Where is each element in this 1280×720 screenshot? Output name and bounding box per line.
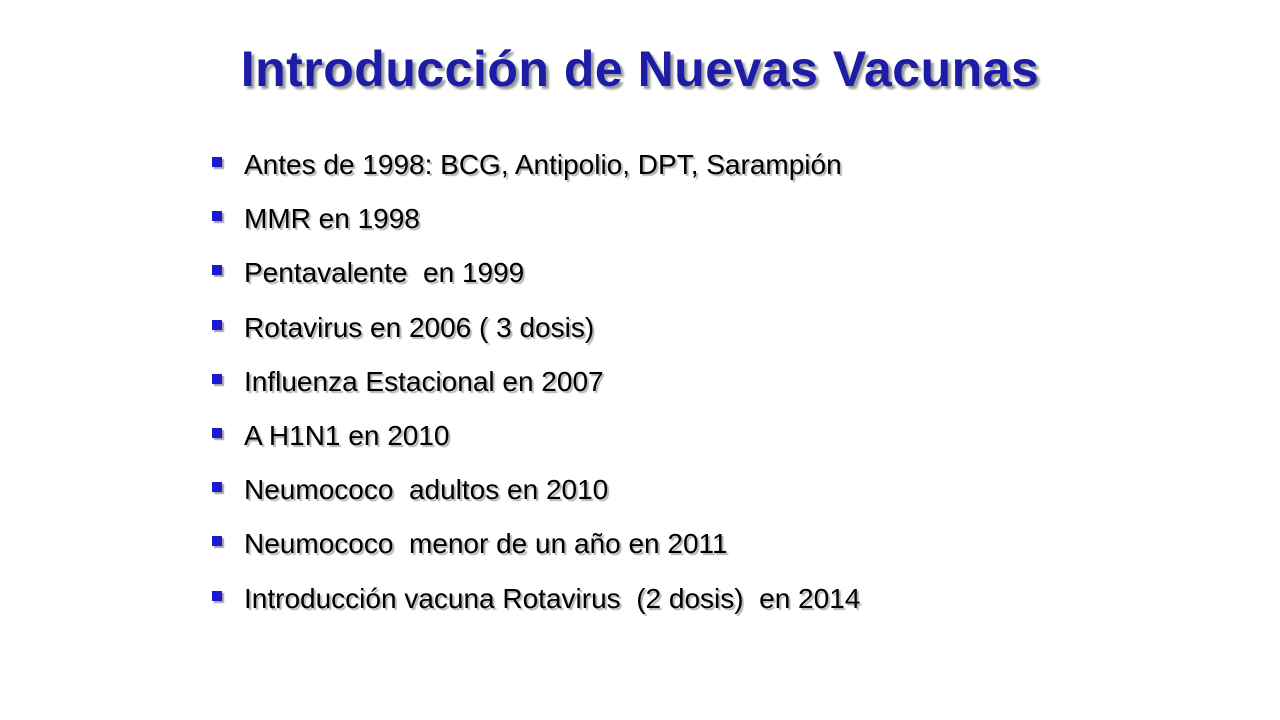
list-item-text: Rotavirus en 2006 ( 3 dosis) — [244, 311, 595, 343]
list-item — [212, 572, 860, 626]
list-item — [212, 355, 860, 409]
list-item-text: Pentavalente en 1999 — [244, 257, 525, 289]
square-bullet-icon — [212, 157, 222, 167]
square-bullet-icon — [212, 536, 222, 546]
square-bullet-icon — [212, 482, 222, 492]
list-item-text: Neumococo menor de un año en 2011 — [244, 528, 728, 560]
list-item — [212, 192, 860, 246]
square-bullet-icon — [212, 211, 222, 221]
square-bullet-icon — [212, 591, 222, 601]
list-item-text: A H1N1 en 2010 — [244, 420, 450, 452]
square-bullet-icon — [212, 428, 222, 438]
list-item-text: Introducción vacuna Rotavirus (2 dosis) en 2014 — [244, 582, 861, 614]
list-item — [212, 138, 860, 192]
square-bullet-icon — [212, 320, 222, 330]
list-item — [212, 301, 860, 355]
list-item-text: Antes de 1998: BCG, Antipolio, DPT, Sarampión — [244, 149, 842, 181]
slide-title: Introducción de Nuevas Vacunas — [240, 41, 1040, 97]
square-bullet-icon — [212, 374, 222, 384]
list-item-text: Influenza Estacional en 2007 — [244, 365, 604, 397]
list-item — [212, 517, 860, 571]
list-item-text: Neumococo adultos en 2010 — [244, 474, 609, 506]
bullet-list — [212, 138, 860, 626]
square-bullet-icon — [212, 265, 222, 275]
list-item — [212, 409, 860, 463]
list-item-text: MMR en 1998 — [244, 203, 420, 235]
list-item — [212, 463, 860, 517]
list-item — [212, 246, 860, 300]
